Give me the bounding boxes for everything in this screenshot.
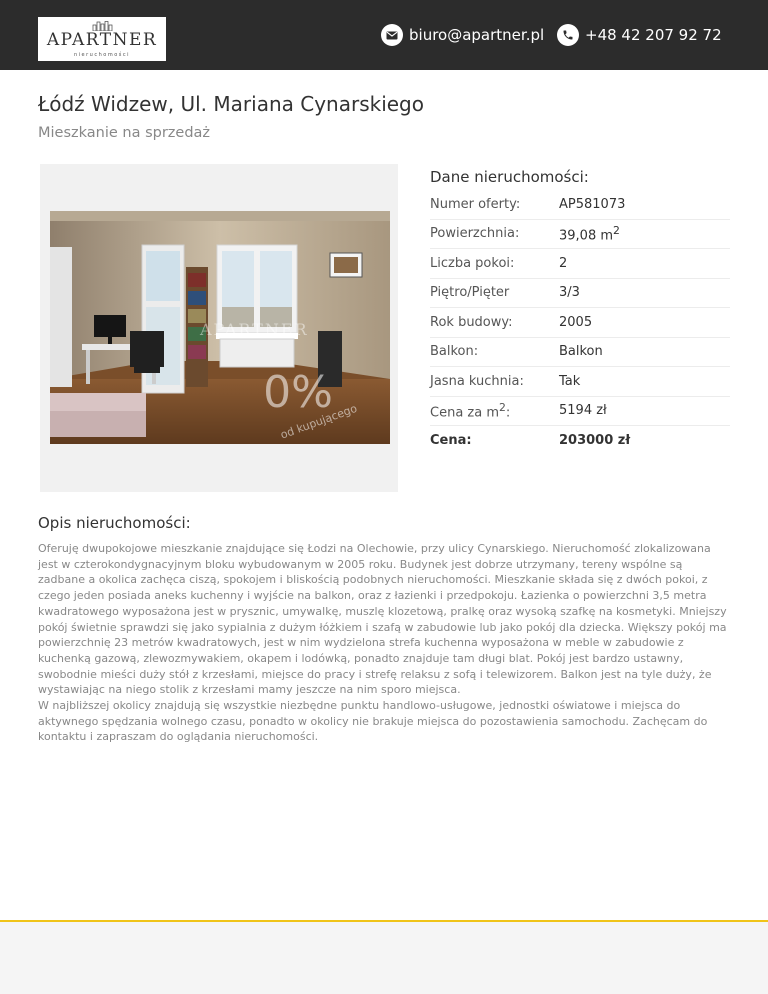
- svg-text:0%: 0%: [263, 367, 333, 418]
- detail-label: Powierzchnia:: [430, 226, 520, 242]
- area-value: 39,08 m: [559, 228, 614, 244]
- email-contact[interactable]: [381, 22, 544, 48]
- detail-value: 2005: [559, 314, 593, 330]
- detail-label: [430, 401, 559, 420]
- detail-row-floor: [430, 279, 730, 309]
- company-logo[interactable]: [38, 17, 166, 61]
- price-per-suffix: :: [505, 405, 511, 421]
- svg-text:APARTNER: APARTNER: [200, 320, 309, 339]
- phone-contact[interactable]: [557, 22, 722, 48]
- page-header: [0, 0, 768, 70]
- page-footer: [0, 922, 768, 994]
- detail-row-area: [430, 220, 730, 250]
- description-title: Opis nieruchomości:: [38, 514, 191, 532]
- photo-frame: [40, 164, 398, 492]
- detail-label: Liczba pokoi:: [430, 255, 515, 271]
- detail-value: [559, 224, 620, 243]
- price-per-exponent: 2: [499, 401, 506, 415]
- detail-row-price: [430, 426, 730, 456]
- listing-subtitle: Mieszkanie na sprzedaż: [38, 125, 211, 141]
- phone-icon: [557, 24, 579, 46]
- detail-label: Numer oferty:: [430, 196, 521, 212]
- details-title: Dane nieruchomości:: [430, 168, 589, 186]
- detail-value: 5194 zł: [559, 403, 607, 419]
- detail-value: 3/3: [559, 285, 580, 301]
- description-text: [38, 541, 728, 745]
- price-value: 203000 zł: [559, 433, 631, 449]
- listing-title: Łódź Widzew, Ul. Mariana Cynarskiego: [38, 92, 424, 116]
- area-unit-exponent: 2: [613, 224, 620, 238]
- property-photo[interactable]: [50, 211, 390, 444]
- detail-value: 2: [559, 255, 568, 271]
- detail-row-price-per-m2: [430, 397, 730, 427]
- detail-row-rooms: [430, 249, 730, 279]
- detail-row-year-built: [430, 308, 730, 338]
- detail-label: Cena:: [430, 433, 472, 449]
- description-paragraph: W najbliższej okolicy znajdują się wszystkie niezbędne punktu handlowo-usługowe, jednostki oświatowe i miejsca do aktywnego spędzania wolnego czasu, ponadto w okolicy nie brakuje miejsca do pozostawienia samochodu. Zachęcam do kontaktu i zapraszam do oglądania nieruchomości.: [38, 699, 708, 744]
- envelope-icon: [381, 24, 403, 46]
- detail-label: Balkon:: [430, 344, 479, 360]
- phone-number[interactable]: +48 42 207 92 72: [585, 26, 722, 44]
- details-table: [430, 190, 730, 456]
- detail-value: Balkon: [559, 344, 603, 360]
- detail-row-offer-number: [430, 190, 730, 220]
- detail-label: Piętro/Pięter: [430, 285, 510, 301]
- detail-label: Rok budowy:: [430, 314, 513, 330]
- detail-row-balcony: [430, 338, 730, 368]
- description-paragraph: Oferuję dwupokojowe mieszkanie znajdujące się Łodzi na Olechowie, przy ulicy Cynarskiego. Nieruchomość zlokalizowana jest w czterokondygnacyjnym bloku wybudowanym w 2005 roku. Budynek jest dobrze utrzymany, tereny wspólne są zadbane a okolica zachęca ciszą, spokojem i bliskością podobnych nieruchomości. Mieszkanie składa się z dwóch pokoi, z czego jeden posiada aneks kuchenny i wyjście na balkon, oraz z łazienki i przedpokoju. Łazienka o powierzchni 3,5 metra kwadratowego wyposażona jest w prysznic, umywalkę, muszlę klozetową, pralkę oraz wysoką szafkę na kosmetyki. Mniejszy pokój świetnie sprawdzi się jako sypialnia z dużym łóżkiem i szafą w zabudowie lub jako pokój dla dziecka. Większy pokój ma powierzchnię 23 metrów kwadratowych, jest w nim wydzielona strefa kuchenna wyposażona w meble w zabudowie z kuchenką gazową, zlewozmywakiem, okapem i lodówką, ponadto znajduje tam długi blat. Pokój jest bardzo ustawny, swobodnie mieści duży stół z krzesłami, miejsce do pracy i strefę relaksu z sofą i telewizorem. Balkon jest na tyle duży, że wystawiając na niego stolik z krzesłami mamy jeszcze na nim sporo miejsca.: [38, 542, 727, 697]
- detail-label: Jasna kuchnia:: [430, 373, 524, 389]
- price-per-label: Cena za m: [430, 405, 499, 421]
- svg-text:od kupującego: od kupującego: [278, 401, 359, 442]
- detail-row-bright-kitchen: [430, 367, 730, 397]
- detail-value: Tak: [559, 373, 581, 389]
- detail-value: AP581073: [559, 196, 626, 212]
- logo-subtext: nieruchomości: [73, 52, 130, 58]
- logo-text: APARTNER: [46, 30, 158, 50]
- email-link[interactable]: biuro@apartner.pl: [409, 26, 545, 44]
